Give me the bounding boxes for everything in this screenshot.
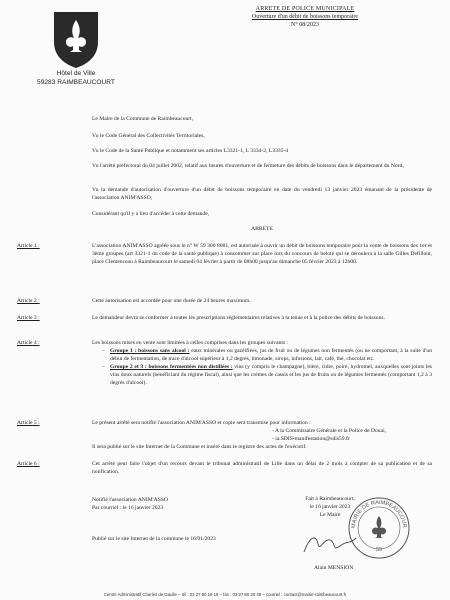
town-hall-label: Hôtel de Ville xyxy=(56,70,96,77)
decree-number: N° 08/2023 xyxy=(291,22,319,29)
notification-block xyxy=(92,497,262,513)
article-2-label: Article 2 : xyxy=(17,298,40,304)
article-1-text: L'association ANIM'ASSO agréée sous le n° W 59 300 8081, est autorisée à ouvrir un débit de boissons temporaire pour la vente de boissons des 1er et 3ème groupes (art 3321-1 du code de la santé publique) à consommer sur place lors du concours de belote qui se déroulera à la salle Gilles Defillout, place Clemenceau à Raimbeaucourt le samedi 04 février à partir de 08h00 jusqu'au dimanche 05 février 2023 à 12h00. xyxy=(92,243,432,265)
article-3-label: Article 3 : xyxy=(17,315,40,321)
decree-subject: Ouverture d'un débit de boissons temporaire xyxy=(251,14,359,21)
article-5-body xyxy=(92,420,432,452)
notification-line-2: Par courriel : le 16 janvier 2023 xyxy=(92,504,164,511)
page-footer: Centre Administratif Charles de Gaulle – tél : 03 27 80 16 18 – fax : 03 27 80 20 49 – courriel : contact@mairie-raimbeaucourt.fr xyxy=(103,592,347,597)
vu-2: Vu le Code de la Santé Publique et notamment ses articles L3321-1, L 3334-2, L3335-4 xyxy=(92,148,289,154)
article-6-text: Cet arrêté peut faire l'objet d'un recours devant le tribunal administratif de Lille dans un délai de 2 mois à compter de sa publication et de sa notification. xyxy=(92,461,432,475)
recipients-list xyxy=(92,428,432,444)
mayor-name: Alain MENSION xyxy=(314,565,354,571)
beverage-groups-list xyxy=(92,348,432,388)
signature-date: le 16 janvier 2023 xyxy=(309,503,351,510)
signature-title: Le Maire xyxy=(319,511,341,518)
group-2-3-title: Groupe 2 et 3 : boissons fermentées non distillées : xyxy=(110,363,233,370)
beverage-group-1 xyxy=(102,348,432,364)
article-4-text: Les boissons mises en vente sont limitées à celles comprises dans les groupes suivants : xyxy=(92,340,289,346)
decree-header xyxy=(180,5,430,29)
article-5-text: Le présent arrêté sera notifié l'association ANIM'ASSO et copie sera transmise pour information : xyxy=(92,420,311,426)
mayor-intro: Le Maire de la Commune de Raimbeaucourt, xyxy=(92,116,194,122)
group-1-text: eaux minérales ou gazéifiées, jus de fruit ou de légumes non fermentés (ou ne comportant, à la suite d'un début de fermentation, de trace d'alcool supérieur à 1,2 degrés, limonade, sirops, infusions, lait, café, thé, chocolat etc. xyxy=(110,347,432,362)
article-5-tail: Il sera publié sur le site Internet de la Commune et inséré dans le registre des actes de l'exécutif. xyxy=(92,443,307,450)
recipient-sdis-email: - ia.SDIS-manifestation@sdis59.fr xyxy=(272,436,432,444)
beverage-group-2-3 xyxy=(102,364,432,388)
signature-place: Fait à Raimbeaucourt, xyxy=(305,496,355,502)
town-hall-address xyxy=(30,70,122,87)
svg-text:MAIRIE DE RAIMBEAUCOURT: MAIRIE DE RAIMBEAUCOUR xyxy=(350,499,408,529)
vu-3: Vu l'arrêté préfectoral du 04 juillet 2002, relatif aux heures d'ouverture et de fermeture des débits de boissons dans le département du Nord, xyxy=(92,163,404,169)
svg-text:59: 59 xyxy=(375,547,383,553)
article-3-text: Le demandeur devra se conformer à toutes les prescriptions réglementaires relatives à la tenue et à la police des débits de boissons. xyxy=(92,315,385,321)
notification-line-1: Notifié l'association ANIM'ASSO xyxy=(92,497,168,503)
article-4-body xyxy=(92,340,432,388)
vu-1: Vu le Code Général des Collectivités Territoriales, xyxy=(92,133,205,139)
article-5-label: Article 5 : xyxy=(17,420,40,426)
town-postcode: 59283 RAIMBEAUCOURT xyxy=(37,78,115,86)
town-coat-of-arms-logo xyxy=(50,8,102,70)
decree-type: ARRETE DE POLICE MUNICIPALE xyxy=(255,6,355,12)
recipient-police: - A la Commissaire Générale et la Police de Douai, xyxy=(272,428,432,436)
vu-4: Vu la demande d'autorisation d'ouverture d'un débit de boissons temporaire en date du vendredi 13 janvier 2023 émanant de la présidente de l'association ANIM'ASSO, xyxy=(92,187,432,201)
article-4-label: Article 4 : xyxy=(17,340,40,346)
article-1-label: Article 1 : xyxy=(17,243,40,249)
group-2-3-text: vins (y compris le champagne), bière, cidre, poiré, hydromel, auxquelles sont joints les vins doux naturels (bénéficiant du régime fiscal), ainsi que les crèmes de cassis et les jus de fruits ou de légumes fermentés (comportant 1,2 à 3 degrés d'alcool). xyxy=(110,363,432,386)
considerant: Considérant qu'il y a lieu d'accéder à cette demande, xyxy=(92,211,210,217)
official-town-stamp xyxy=(345,492,413,562)
arrete-heading: ARRETE xyxy=(251,226,273,232)
article-6-label: Article 6 : xyxy=(17,461,40,467)
article-2-text: Cette autorisation est accordée pour une durée de 24 heures maximum. xyxy=(92,298,251,304)
group-1-title: Groupe 1 : boissons sans alcool : xyxy=(110,347,190,354)
publication-notice: Publié sur le site Internet de la commune le 16/01/2023 xyxy=(92,536,216,542)
